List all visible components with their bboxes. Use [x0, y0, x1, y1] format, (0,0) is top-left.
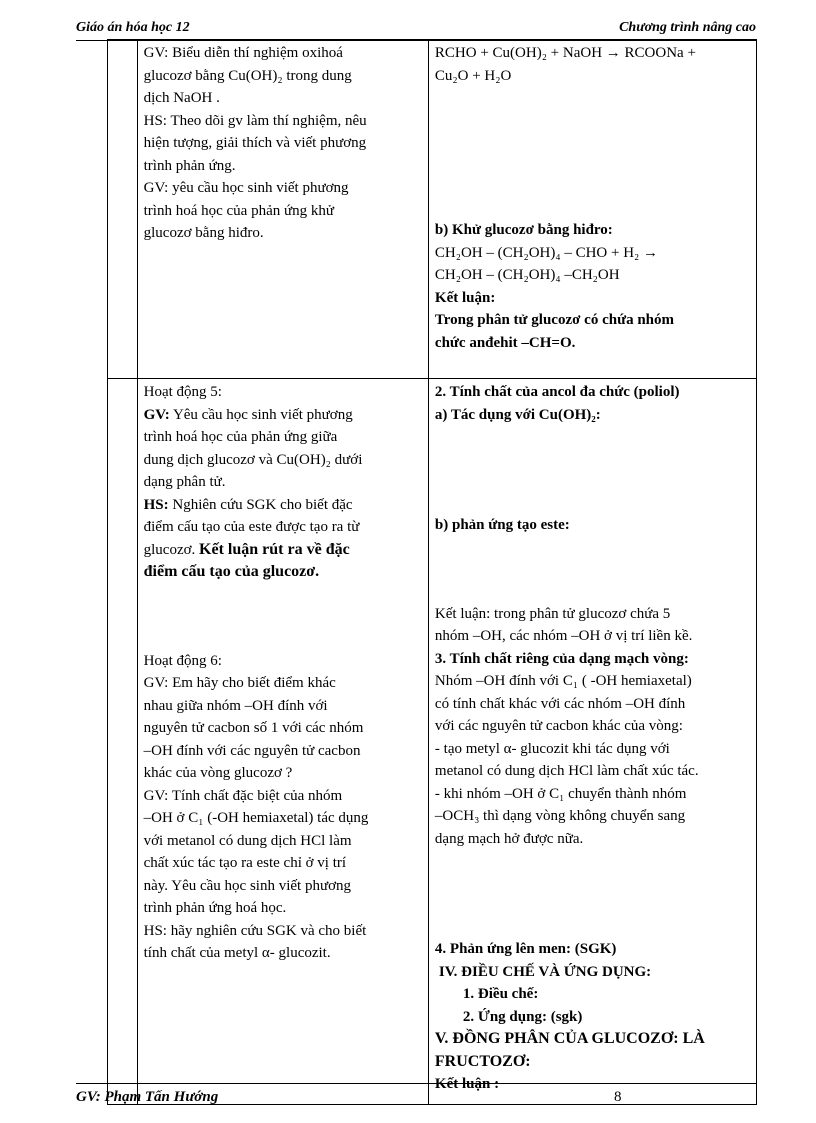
text-line: –OH đính với các nguyên tử cacbon: [143, 742, 361, 759]
section-heading: a) Tác dụng với Cu(OH)₂:: [434, 406, 601, 423]
section-heading: b) Khử glucozơ bằng hiđro:: [434, 222, 613, 238]
empty-cell: [108, 40, 138, 379]
activity-heading: Hoạt động 6:: [143, 652, 222, 669]
table-row: [108, 40, 757, 379]
text-line: chất xúc tác tạo ra este chỉ ở vị trí: [143, 855, 347, 871]
text-line: GV: Em hãy cho biết điểm khác: [143, 675, 336, 691]
text-line: với metanol có dung dịch HCl làm: [143, 832, 352, 849]
conclusion-text: chức anđehit –CH=O.: [434, 334, 576, 351]
text-line: dạng phân tử.: [143, 474, 226, 490]
text-line: khác của vòng glucozơ ?: [143, 765, 293, 781]
text-line: trình phản ứng hoá học.: [143, 900, 287, 916]
text-line: Nhóm –OH đính với C₁ ( -OH hemiaxetal): [434, 673, 692, 689]
text-line: glucozơ.: [143, 541, 200, 558]
section-heading: b) phản ứng tạo este:: [434, 517, 570, 533]
section-heading: 3. Tính chất riêng của dạng mạch vòng:: [434, 650, 689, 667]
text-line: này. Yêu cầu học sinh viết phương: [143, 877, 352, 894]
role-label: GV:: [143, 406, 170, 423]
activity-heading: Hoạt động 5:: [143, 384, 222, 400]
text-line: trình hoá học của phản ứng giữa: [143, 429, 338, 445]
equation-line: Cu₂O + H₂O: [434, 67, 512, 84]
section-heading: 4. Phản ứng lên men: (SGK): [434, 941, 617, 957]
teacher-student-cell: [137, 379, 428, 1105]
equation-line: RCHO + Cu(OH)₂ + NaOH → RCOONa +: [434, 45, 696, 61]
text-line: glucozơ bằng Cu(OH)₂ trong dung: [143, 67, 352, 84]
text-line: GV: Biểu diễn thí nghiệm oxihoá: [143, 45, 343, 61]
author-name: GV: Phạm Tấn Hướng: [76, 1089, 219, 1105]
text-line: nguyên tử cacbon số 1 với các nhóm: [143, 720, 364, 736]
equation-line: CH₂OH – (CH₂OH)₄ – CHO + H₂ →: [434, 244, 659, 261]
text-line: Nghiên cứu SGK cho biết đặc: [168, 496, 353, 513]
text-line: hiện tượng, giải thích và viết phương: [143, 135, 367, 151]
conclusion-text: Trong phân tử glucozơ có chứa nhóm: [434, 312, 675, 328]
text-line: - khi nhóm –OH ở C₁ chuyển thành nhóm: [434, 785, 687, 802]
text-line: GV: yêu cầu học sinh viết phương: [143, 180, 349, 196]
text-line: trình phản ứng.: [143, 157, 236, 174]
header-program: Chương trình nâng cao: [619, 20, 756, 35]
table-row: [108, 379, 757, 1105]
text-line: –OCH₃ thì dạng vòng không chuyển sang: [434, 808, 686, 824]
text-line: HS: Theo dõi gv làm thí nghiệm, nêu: [143, 112, 367, 129]
text-line: dịch NaOH .: [143, 90, 220, 106]
header-title: Giáo án hóa học 12: [76, 20, 190, 35]
text-line: với các nguyên tử cacbon khác của vòng:: [434, 718, 683, 734]
page-footer: [76, 1083, 756, 1110]
text-line: Kết luận: trong phân tử glucozơ chứa 5: [434, 605, 671, 622]
text-line: Yêu cầu học sinh viết phương: [169, 406, 353, 423]
teacher-student-cell: [137, 40, 428, 379]
role-label: HS:: [143, 496, 169, 513]
final-label: Kết luận :: [434, 1076, 500, 1092]
text-line: tính chất của metyl α- glucozit.: [143, 945, 331, 961]
text-line: nhóm –OH, các nhóm –OH ở vị trí liền kề.: [434, 628, 693, 644]
section-heading: IV. ĐIỀU CHẾ VÀ ỨNG DỤNG:: [438, 963, 652, 980]
text-line: trình hoá học của phản ứng khử: [143, 202, 335, 219]
text-line: glucozơ bằng hiđro.: [143, 225, 264, 241]
text-line: metanol có dung dịch HCl làm chất xúc tác.: [434, 763, 699, 779]
section-heading: FRUCTOZƠ:: [434, 1052, 531, 1070]
conclusion-label: Kết luận:: [434, 289, 496, 306]
numbered-list: [435, 983, 750, 1028]
content-cell: [428, 40, 756, 379]
page-header: [76, 20, 756, 41]
empty-cell: [108, 379, 138, 1105]
text-line: GV: Tính chất đặc biệt của nhóm: [143, 787, 343, 804]
text-line: có tính chất khác với các nhóm –OH đính: [434, 695, 686, 712]
text-line: - tạo metyl α- glucozit khi tác dụng với: [434, 740, 670, 757]
page-number: 8: [614, 1089, 622, 1105]
text-line: HS: hãy nghiên cứu SGK và cho biết: [143, 922, 367, 939]
bold-conclusion: Kết luận rút ra về đặc: [199, 540, 350, 558]
text-line: điểm cấu tạo của este được tạo ra từ: [143, 519, 360, 535]
section-heading: 2. Tính chất của ancol đa chức (poliol): [434, 384, 680, 400]
section-heading: V. ĐỒNG PHÂN CỦA GLUCOZƠ: LÀ: [434, 1030, 705, 1047]
text-line: –OH ở C₁ (-OH hemiaxetal) tác dụng: [143, 810, 369, 826]
text-line: nhau giữa nhóm –OH đính với: [143, 697, 328, 714]
content-cell: [428, 379, 756, 1105]
bold-conclusion: điểm cấu tạo của glucozơ.: [143, 563, 320, 580]
text-line: dạng mạch hở được nữa.: [434, 830, 584, 847]
list-item: 2. Ứng dụng: (sgk): [462, 1008, 583, 1025]
text-line: dung dịch glucozơ và Cu(OH)₂ dưới: [143, 451, 363, 468]
equation-line: CH₂OH – (CH₂OH)₄ –CH₂OH: [434, 267, 620, 283]
list-item: 1. Điều chế:: [462, 986, 539, 1002]
lesson-table: [107, 39, 757, 1105]
